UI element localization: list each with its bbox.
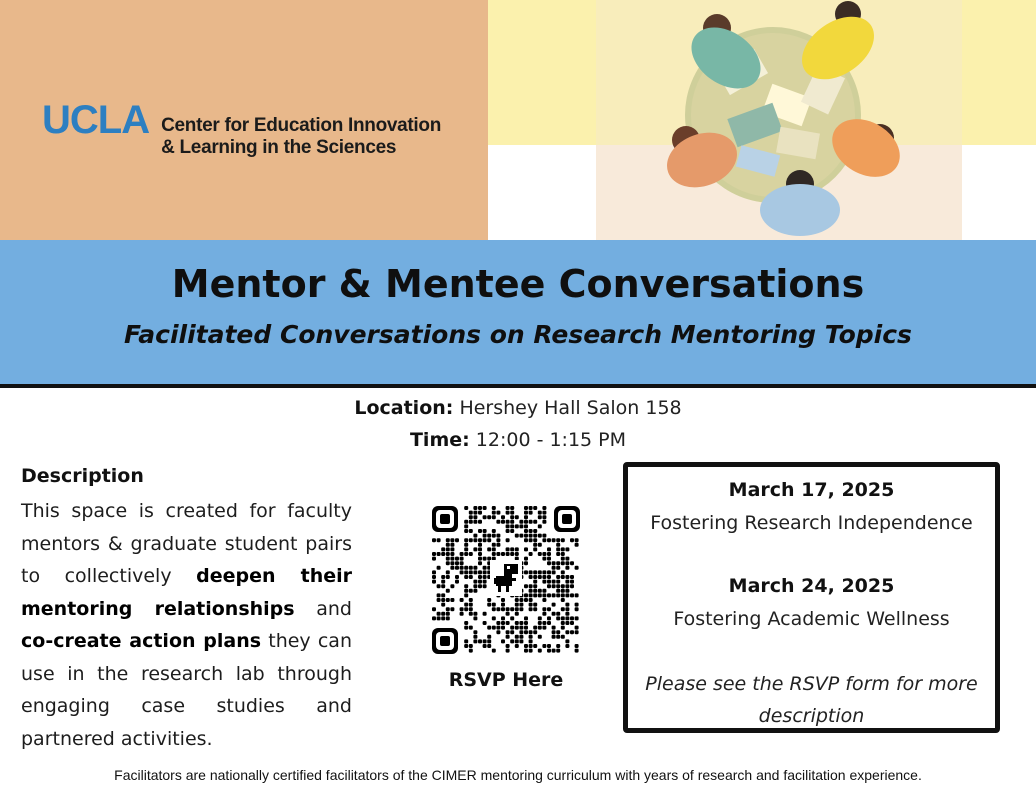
- description-text-2: and: [294, 597, 352, 620]
- org-name-line2: & Learning in the Sciences: [161, 137, 397, 158]
- session-2-date: March 24, 2025: [728, 575, 895, 597]
- session-2-topic: Fostering Academic Wellness: [673, 608, 950, 630]
- time-value: 12:00 - 1:15 PM: [475, 429, 627, 451]
- footer-note: Facilitators are nationally certified facilitators of the CIMER mentoring curriculum with years of research and facilitation experience.: [114, 767, 922, 783]
- session-1-topic: Fostering Research Independence: [650, 512, 973, 534]
- rsvp-qr-code[interactable]: [432, 506, 580, 654]
- description-body: [21, 495, 352, 755]
- time-label: Time:: [409, 429, 470, 451]
- location-line: [0, 397, 1036, 419]
- header-illustration: [488, 0, 1036, 240]
- rsvp-label[interactable]: RSVP Here: [448, 669, 564, 691]
- description-text-3: they can use in the research lab through engaging case studies and partnered activities.: [21, 630, 352, 750]
- qr-code-graphic: [432, 506, 580, 654]
- description-bold-2: co-create action plans: [21, 630, 262, 652]
- title-banner: [0, 240, 1036, 388]
- header-peach-panel: [0, 0, 488, 240]
- event-subtitle: Facilitated Conversations on Research Mentoring Topics: [124, 320, 912, 349]
- event-title: Mentor & Mentee Conversations: [171, 262, 865, 306]
- location-value: Hershey Hall Salon 158: [459, 397, 682, 419]
- org-name-line1: Center for Education Innovation: [161, 115, 442, 136]
- description-heading: Description: [21, 465, 144, 487]
- ucla-wordmark: UCLA: [42, 98, 150, 142]
- session-1-date: March 17, 2025: [728, 479, 895, 501]
- ucla-logo: [42, 100, 441, 159]
- location-label: Location:: [354, 397, 454, 419]
- meeting-table-illustration: [488, 0, 1036, 240]
- org-name: [161, 115, 441, 159]
- description-bold-1: deepen their mentoring relationships: [21, 565, 352, 620]
- sessions-note: Please see the RSVP form for more description: [645, 673, 978, 727]
- description-text-1: This space is created for faculty mentors & graduate student pairs to collectively: [21, 500, 352, 587]
- sessions-box: [623, 462, 1000, 733]
- time-line: [0, 429, 1036, 451]
